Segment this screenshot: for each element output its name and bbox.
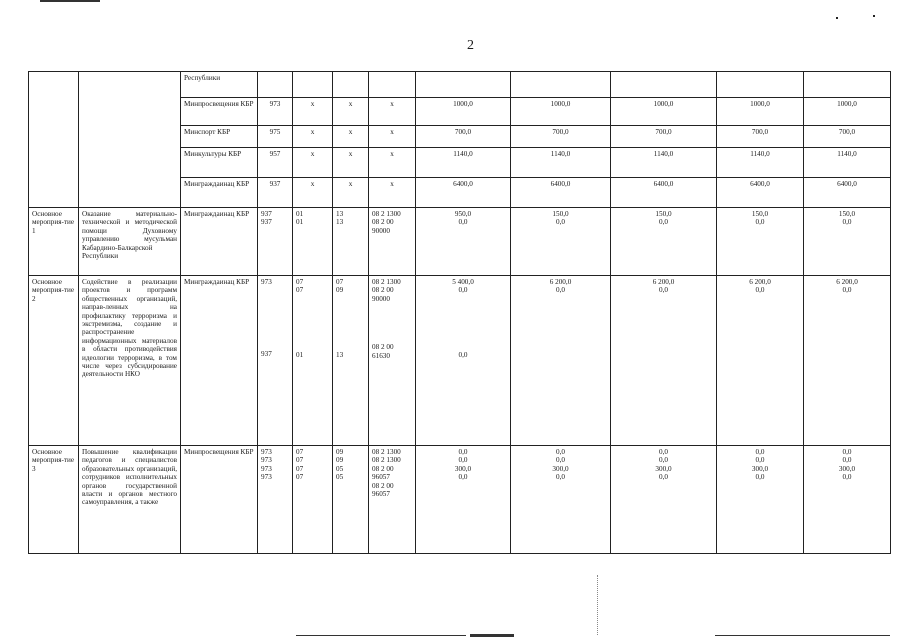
table-row — [29, 446, 891, 554]
org-cell: Минпросвещения КБР — [181, 446, 258, 554]
value-cell: 6400,0 — [611, 178, 717, 208]
name-cell — [79, 72, 181, 208]
value-cell: 950,0 0,0 — [416, 208, 511, 276]
pr-value: 07 09 — [336, 278, 344, 295]
rz-value: 07 07 — [296, 278, 304, 295]
value-cell: 700,0 — [611, 126, 717, 148]
value-cell: 6 200,0 0,0 — [717, 276, 804, 446]
csr-cell: х — [369, 126, 416, 148]
value-cell: 6400,0 — [416, 178, 511, 208]
scan-mark-top-left — [40, 0, 100, 2]
budget-table — [28, 71, 891, 554]
csr-cell: х — [369, 178, 416, 208]
value-cell: 1000,0 — [804, 98, 891, 126]
value-cell: 6 200,0 0,0 — [611, 276, 717, 446]
value-cell: 1000,0 — [611, 98, 717, 126]
table-row — [29, 276, 891, 446]
value-cell: 6 200,0 0,0 — [804, 276, 891, 446]
value-cell: 1000,0 — [717, 98, 804, 126]
org-cell: Минграждаинац КБР — [181, 178, 258, 208]
pr-cell: х — [333, 98, 369, 126]
scan-speck — [873, 15, 875, 17]
value-cell — [717, 72, 804, 98]
value: 5 400,0 0,0 — [452, 278, 474, 295]
value-cell: 1000,0 — [511, 98, 611, 126]
rz-cell: 07 07 07 07 — [293, 446, 333, 554]
pr-cell — [333, 276, 369, 446]
code-cell: 973 973 973 973 — [258, 446, 293, 554]
org-cell: Республики — [181, 72, 258, 98]
value-cell: 150,0 0,0 — [511, 208, 611, 276]
pr-cell: х — [333, 126, 369, 148]
value-cell: 0,0 0,0 300,0 0,0 — [611, 446, 717, 554]
value-cell: 700,0 — [804, 126, 891, 148]
value-cell — [416, 72, 511, 98]
value-cell: 6400,0 — [804, 178, 891, 208]
rz-cell — [293, 276, 333, 446]
code-cell: 975 — [258, 126, 293, 148]
csr-cell — [369, 276, 416, 446]
value-cell: 150,0 0,0 — [611, 208, 717, 276]
pr-cell: х — [333, 148, 369, 178]
code-value: 973 — [261, 278, 272, 286]
value-cell — [611, 72, 717, 98]
pr-cell: 09 09 05 05 — [333, 446, 369, 554]
value-cell — [511, 72, 611, 98]
rz-cell: х — [293, 178, 333, 208]
org-cell: Минграждаинац КБР — [181, 208, 258, 276]
value-cell: 150,0 0,0 — [717, 208, 804, 276]
code-value: 937 — [261, 350, 272, 359]
value-cell: 0,0 0,0 300,0 0,0 — [416, 446, 511, 554]
code-cell: 957 — [258, 148, 293, 178]
rz-cell: х — [293, 98, 333, 126]
measure-type: Основное мероприя-тие 1 — [29, 208, 79, 276]
measure-type: Основное мероприя-тие 3 — [29, 446, 79, 554]
csr-cell: х — [369, 148, 416, 178]
value-cell: 1140,0 — [717, 148, 804, 178]
measure-name: Повышение квалификации педагогов и специалистов образовательных организаций, сотрудников исполнительных органов государственной власти и органов местного самоуправления, а также — [79, 446, 181, 554]
csr-cell — [369, 72, 416, 98]
rz-cell: х — [293, 148, 333, 178]
csr-cell: 08 2 1300 08 2 00 90000 — [369, 208, 416, 276]
value-cell: 700,0 — [717, 126, 804, 148]
csr-cell: 08 2 1300 08 2 1300 08 2 00 96057 08 2 00 96057 — [369, 446, 416, 554]
rz-cell: 01 01 — [293, 208, 333, 276]
pr-value: 13 — [336, 350, 344, 359]
code-cell — [258, 72, 293, 98]
org-cell: Минкультуры КБР — [181, 148, 258, 178]
value-cell: 700,0 — [416, 126, 511, 148]
org-cell: Минпросвещения КБР — [181, 98, 258, 126]
pr-cell — [333, 72, 369, 98]
value-cell — [804, 72, 891, 98]
value-cell: 0,0 0,0 300,0 0,0 — [804, 446, 891, 554]
scan-fold-line — [597, 575, 598, 635]
value-cell: 0,0 0,0 300,0 0,0 — [511, 446, 611, 554]
type-cell — [29, 72, 79, 208]
table-row — [29, 208, 891, 276]
value-cell: 1000,0 — [416, 98, 511, 126]
value-cell: 6 200,0 0,0 — [511, 276, 611, 446]
value-cell: 1140,0 — [611, 148, 717, 178]
scan-mark-bottom — [296, 635, 466, 636]
pr-cell: х — [333, 178, 369, 208]
page-number: 2 — [467, 38, 474, 53]
value-cell: 1140,0 — [804, 148, 891, 178]
measure-type: Основное мероприя-тие 2 — [29, 276, 79, 446]
code-cell: 973 — [258, 98, 293, 126]
value-cell: 6400,0 — [511, 178, 611, 208]
csr-value: 08 2 1300 08 2 00 90000 — [372, 278, 401, 303]
value: 0,0 — [458, 350, 468, 359]
code-cell — [258, 276, 293, 446]
org-cell: Минспорт КБР — [181, 126, 258, 148]
org-cell: Минграждаинац КБР — [181, 276, 258, 446]
value-cell: 700,0 — [511, 126, 611, 148]
csr-cell: х — [369, 98, 416, 126]
pr-cell: 13 13 — [333, 208, 369, 276]
scan-speck — [836, 17, 838, 19]
value-cell: 0,0 0,0 300,0 0,0 — [717, 446, 804, 554]
value-cell: 150,0 0,0 — [804, 208, 891, 276]
rz-cell: х — [293, 126, 333, 148]
scan-mark-bottom — [470, 634, 514, 637]
rz-cell — [293, 72, 333, 98]
value-cell: 6400,0 — [717, 178, 804, 208]
table-row — [29, 72, 891, 98]
value-cell: 1140,0 — [416, 148, 511, 178]
value-cell — [416, 276, 511, 446]
code-cell: 937 — [258, 178, 293, 208]
rz-value: 01 — [296, 350, 304, 359]
measure-name: Содействие в реализации проектов и программ общественных организаций, направ-ленных на профилактику терроризма и экстремизма, создание и распространение информационных материалов в области противодействия идеологии терроризма, в том числе через субсидирование деятельности НКО — [79, 276, 181, 446]
measure-name: Оказание материально-технической и методической помощи Духовному управлению мусульман Кабардино-Балкарской Республики — [79, 208, 181, 276]
csr-value: 08 2 00 61630 — [372, 343, 394, 360]
code-cell: 937 937 — [258, 208, 293, 276]
value-cell: 1140,0 — [511, 148, 611, 178]
scan-mark-bottom — [715, 635, 890, 636]
